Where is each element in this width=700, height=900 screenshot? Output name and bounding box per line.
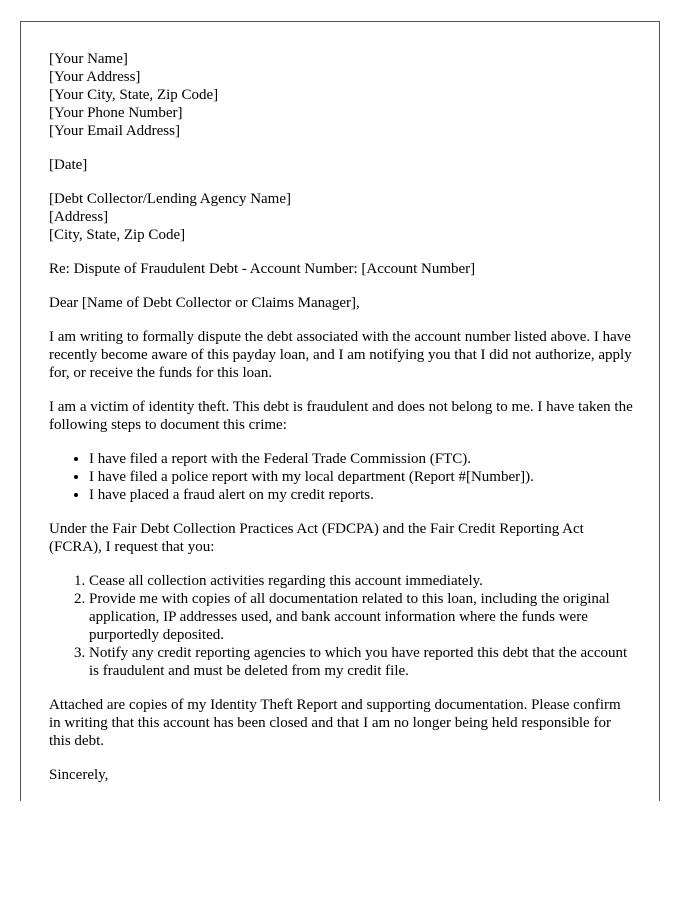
paragraph-identity-theft: I am a victim of identity theft. This debt is fraudulent and does not belong to me. I have taken the following steps to document this crime: xyxy=(49,399,633,433)
list-item: • I have filed a police report with my local department (Report #[Number]). xyxy=(89,468,634,486)
letter-page xyxy=(20,21,660,801)
requests-list xyxy=(49,572,634,680)
sender-city-state-zip: [Your City, State, Zip Code] xyxy=(49,87,219,103)
closing: Sincerely, xyxy=(49,767,109,783)
list-item: • I have placed a fraud alert on my credit reports. xyxy=(89,486,634,504)
list-item: • I have filed a report with the Federal Trade Commission (FTC). xyxy=(89,450,634,468)
list-item: 1. Cease all collection activities regarding this account immediately. xyxy=(89,572,634,590)
sender-phone: [Your Phone Number] xyxy=(49,105,183,121)
recipient-address: [Address] xyxy=(49,209,109,225)
paragraph-dispute: I am writing to formally dispute the debt associated with the account number listed above. I have recently become aware of this payday loan, and I am notifying you that I did not authorize, apply for, or receive the funds for this loan. xyxy=(49,329,632,381)
salutation: Dear [Name of Debt Collector or Claims Manager], xyxy=(49,295,360,311)
subject-line: Re: Dispute of Fraudulent Debt - Account Number: [Account Number] xyxy=(49,261,476,277)
sender-name: [Your Name] xyxy=(49,51,128,67)
paragraph-attachments: Attached are copies of my Identity Theft Report and supporting documentation. Please confirm in writing that this account has been closed and that I am no longer being held responsible for this debt. xyxy=(49,697,621,749)
list-item: 2. Provide me with copies of all documentation related to this loan, including the original application, IP addresses used, and bank account information where the funds were purportedly deposited. xyxy=(89,590,634,644)
letter-date: [Date] xyxy=(49,157,88,173)
list-item: 3. Notify any credit reporting agencies to which you have reported this debt that the account is fraudulent and must be deleted from my credit file. xyxy=(89,644,634,680)
recipient-name: [Debt Collector/Lending Agency Name] xyxy=(49,191,292,207)
paragraph-legal-basis: Under the Fair Debt Collection Practices Act (FDCPA) and the Fair Credit Reporting Act (FCRA), I request that you: xyxy=(49,521,584,555)
letter-content xyxy=(49,50,634,800)
sender-address: [Your Address] xyxy=(49,69,141,85)
steps-list xyxy=(49,450,634,504)
recipient-block xyxy=(49,190,634,244)
sender-block xyxy=(49,50,634,140)
sender-email: [Your Email Address] xyxy=(49,123,180,139)
recipient-city-state-zip: [City, State, Zip Code] xyxy=(49,227,186,243)
